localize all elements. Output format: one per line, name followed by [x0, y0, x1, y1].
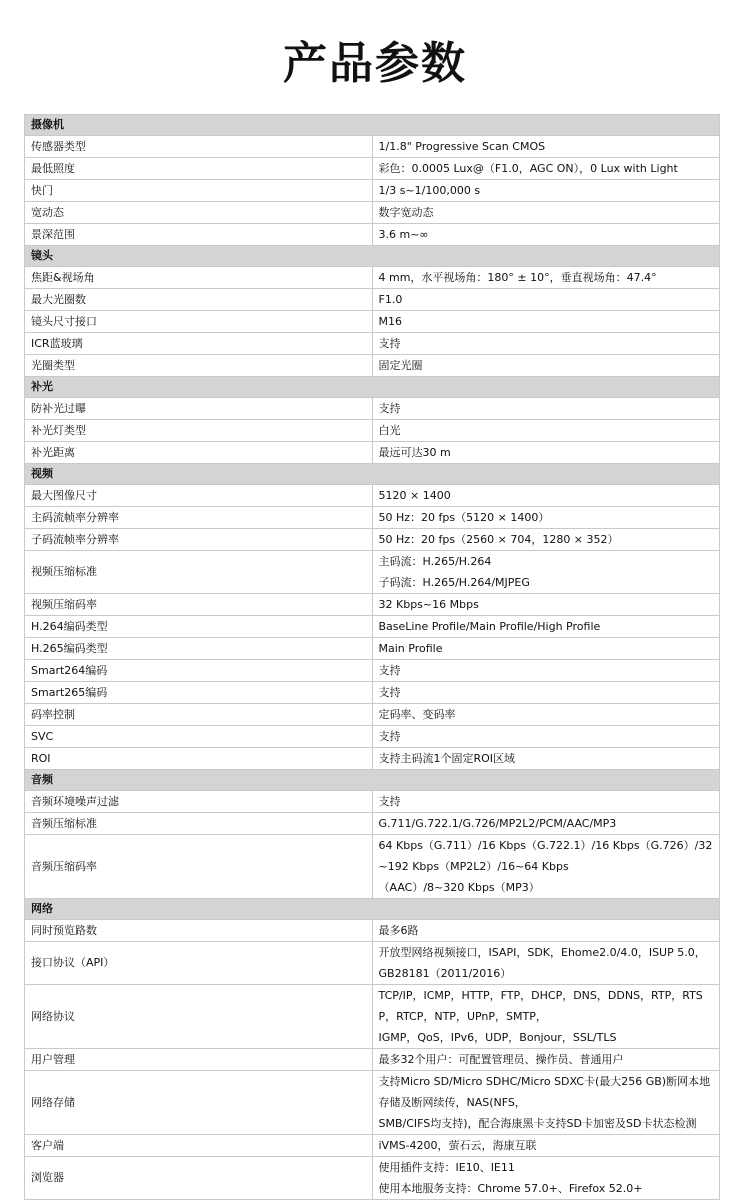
spec-row: [25, 507, 720, 529]
spec-value-line: 1/1.8" Progressive Scan CMOS: [378, 140, 546, 153]
spec-label: H.265编码类型: [25, 638, 373, 660]
section-header-row: [25, 246, 720, 267]
spec-value-line: 4 mm，水平视场角：180° ± 10°，垂直视场角：47.4°: [378, 271, 657, 284]
spec-value: [372, 551, 720, 594]
spec-value: [372, 920, 720, 942]
spec-row: [25, 1049, 720, 1071]
spec-value-line: 开放型网络视频接口，ISAPI，SDK，Ehome2.0/4.0，ISUP 5.0，GB28181（2011/2016）: [378, 946, 706, 980]
spec-row: [25, 485, 720, 507]
spec-value-line: 支持: [378, 664, 401, 677]
spec-row: [25, 398, 720, 420]
spec-row: [25, 704, 720, 726]
spec-label: H.264编码类型: [25, 616, 373, 638]
spec-value-line: 定码率、变码率: [378, 708, 456, 721]
section-title: 音频: [25, 770, 720, 791]
spec-label: Smart264编码: [25, 660, 373, 682]
spec-value-line: 主码流：H.265/H.264: [378, 555, 492, 568]
spec-row: [25, 311, 720, 333]
spec-row: [25, 529, 720, 551]
spec-row: [25, 289, 720, 311]
spec-row: [25, 616, 720, 638]
spec-label: 客户端: [25, 1135, 373, 1157]
spec-value: [372, 355, 720, 377]
section-title: 网络: [25, 899, 720, 920]
spec-label: 景深范围: [25, 224, 373, 246]
spec-value-line: 支持: [378, 730, 401, 743]
spec-value-line: 64 Kbps（G.711）/16 Kbps（G.722.1）/16 Kbps（G.726）/32~192 Kbps（MP2L2）/16~64 Kbps: [378, 839, 713, 873]
spec-label: 传感器类型: [25, 136, 373, 158]
spec-value: [372, 660, 720, 682]
spec-value-line: Main Profile: [378, 642, 443, 655]
spec-label: 网络协议: [25, 985, 373, 1049]
spec-row: [25, 726, 720, 748]
spec-value: [372, 442, 720, 464]
spec-label: ROI: [25, 748, 373, 770]
spec-value: [372, 985, 720, 1049]
spec-value: [372, 594, 720, 616]
spec-label: 快门: [25, 180, 373, 202]
spec-row: [25, 638, 720, 660]
section-header-row: [25, 899, 720, 920]
spec-value-line: IGMP，QoS，IPv6，UDP，Bonjour，SSL/TLS: [378, 1031, 617, 1044]
spec-value-line: 支持: [378, 795, 401, 808]
spec-label: 用户管理: [25, 1049, 373, 1071]
spec-value-line: 使用本地服务支持：Chrome 57.0+、Firefox 52.0+: [378, 1182, 643, 1195]
spec-value-line: 使用插件支持：IE10、IE11: [378, 1161, 515, 1174]
spec-value: [372, 1157, 720, 1200]
spec-row: [25, 420, 720, 442]
spec-value-line: BaseLine Profile/Main Profile/High Profile: [378, 620, 601, 633]
spec-label: 网络存储: [25, 1071, 373, 1135]
spec-value-line: 50 Hz：20 fps（2560 × 704，1280 × 352）: [378, 533, 619, 546]
spec-value-line: TCP/IP，ICMP，HTTP，FTP，DHCP，DNS，DDNS，RTP，RTSP，RTCP，NTP，UPnP，SMTP，: [378, 989, 703, 1023]
spec-value: [372, 726, 720, 748]
spec-value-line: 最多32个用户：可配置管理员、操作员、普通用户: [378, 1053, 624, 1066]
spec-value-line: 32 Kbps~16 Mbps: [378, 598, 479, 611]
spec-value: [372, 1049, 720, 1071]
spec-value: [372, 835, 720, 899]
spec-row: [25, 1135, 720, 1157]
spec-row: [25, 942, 720, 985]
spec-label: 同时预览路数: [25, 920, 373, 942]
spec-label: 最低照度: [25, 158, 373, 180]
spec-label: 子码流帧率分辨率: [25, 529, 373, 551]
spec-row: [25, 835, 720, 899]
spec-value-line: 支持Micro SD/Micro SDHC/Micro SDXC卡(最大256 GB)断网本地存储及断网续传，NAS(NFS，: [378, 1075, 711, 1109]
spec-row: [25, 442, 720, 464]
section-header-row: [25, 770, 720, 791]
spec-label: 宽动态: [25, 202, 373, 224]
spec-value-line: （AAC）/8~320 Kbps（MP3）: [378, 881, 540, 894]
spec-value: [372, 507, 720, 529]
spec-value: [372, 791, 720, 813]
spec-value: [372, 180, 720, 202]
spec-value-line: M16: [378, 315, 402, 328]
spec-value-line: 1/3 s~1/100,000 s: [378, 184, 481, 197]
spec-value: [372, 1071, 720, 1135]
spec-value-line: 数字宽动态: [378, 206, 434, 219]
spec-label: 码率控制: [25, 704, 373, 726]
spec-label: 最大图像尺寸: [25, 485, 373, 507]
spec-value: [372, 420, 720, 442]
section-title: 镜头: [25, 246, 720, 267]
spec-value: [372, 942, 720, 985]
spec-row: [25, 333, 720, 355]
spec-value: [372, 616, 720, 638]
spec-value: [372, 398, 720, 420]
spec-label: 主码流帧率分辨率: [25, 507, 373, 529]
spec-row: [25, 355, 720, 377]
spec-row: [25, 791, 720, 813]
spec-value-line: 支持: [378, 402, 401, 415]
page-title: 产品参数: [283, 38, 467, 89]
spec-label: 视频压缩标准: [25, 551, 373, 594]
spec-label: Smart265编码: [25, 682, 373, 704]
spec-value: [372, 1135, 720, 1157]
section-header-row: [25, 115, 720, 136]
spec-value: [372, 748, 720, 770]
section-header-row: [25, 464, 720, 485]
spec-value: [372, 813, 720, 835]
spec-value: [372, 289, 720, 311]
spec-value: [372, 529, 720, 551]
spec-value-line: 3.6 m~∞: [378, 228, 429, 241]
spec-label: SVC: [25, 726, 373, 748]
spec-label: 最大光圈数: [25, 289, 373, 311]
section-title: 摄像机: [25, 115, 720, 136]
spec-value: [372, 485, 720, 507]
spec-label: 音频环境噪声过滤: [25, 791, 373, 813]
spec-value: [372, 158, 720, 180]
spec-row: [25, 594, 720, 616]
spec-label: 光圈类型: [25, 355, 373, 377]
spec-value: [372, 682, 720, 704]
spec-row: [25, 920, 720, 942]
spec-label: 音频压缩码率: [25, 835, 373, 899]
spec-label: 焦距&视场角: [25, 267, 373, 289]
spec-value: [372, 704, 720, 726]
spec-row: [25, 180, 720, 202]
spec-row: [25, 202, 720, 224]
spec-value: [372, 224, 720, 246]
spec-value-line: 白光: [378, 424, 401, 437]
spec-value-line: 最远可达30 m: [378, 446, 451, 459]
spec-label: 浏览器: [25, 1157, 373, 1200]
spec-label: 视频压缩码率: [25, 594, 373, 616]
spec-row: [25, 660, 720, 682]
spec-row: [25, 136, 720, 158]
section-title: 视频: [25, 464, 720, 485]
spec-row: [25, 551, 720, 594]
spec-value-line: 5120 × 1400: [378, 489, 451, 502]
spec-value-line: 支持: [378, 337, 401, 350]
spec-value: [372, 267, 720, 289]
section-title: 补光: [25, 377, 720, 398]
spec-row: [25, 158, 720, 180]
spec-label: 补光距离: [25, 442, 373, 464]
spec-value-line: SMB/CIFS均支持)，配合海康黑卡支持SD卡加密及SD卡状态检测: [378, 1117, 697, 1130]
spec-value-line: 彩色：0.0005 Lux@（F1.0，AGC ON），0 Lux with Light: [378, 162, 678, 175]
spec-value-line: G.711/G.722.1/G.726/MP2L2/PCM/AAC/MP3: [378, 817, 617, 830]
spec-label: 防补光过曝: [25, 398, 373, 420]
spec-row: [25, 1071, 720, 1135]
spec-value-line: F1.0: [378, 293, 403, 306]
spec-value-line: 支持主码流1个固定ROI区域: [378, 752, 516, 765]
spec-value: [372, 202, 720, 224]
spec-value: [372, 333, 720, 355]
spec-label: 音频压缩标准: [25, 813, 373, 835]
spec-row: [25, 1157, 720, 1200]
spec-row: [25, 813, 720, 835]
spec-label: 镜头尺寸接口: [25, 311, 373, 333]
section-header-row: [25, 377, 720, 398]
spec-row: [25, 748, 720, 770]
spec-value: [372, 311, 720, 333]
spec-value-line: 最多6路: [378, 924, 419, 937]
spec-row: [25, 682, 720, 704]
spec-value-line: 50 Hz：20 fps（5120 × 1400）: [378, 511, 550, 524]
spec-row: [25, 985, 720, 1049]
spec-label: 补光灯类型: [25, 420, 373, 442]
spec-value-line: 支持: [378, 686, 401, 699]
spec-value-line: iVMS-4200，萤石云，海康互联: [378, 1139, 537, 1152]
spec-label: ICR蓝玻璃: [25, 333, 373, 355]
spec-value-line: 固定光圈: [378, 359, 423, 372]
spec-value-line: 子码流：H.265/H.264/MJPEG: [378, 576, 530, 589]
spec-value: [372, 638, 720, 660]
spec-row: [25, 224, 720, 246]
spec-label: 接口协议（API）: [25, 942, 373, 985]
spec-value: [372, 136, 720, 158]
spec-row: [25, 267, 720, 289]
spec-table: [24, 114, 720, 1200]
